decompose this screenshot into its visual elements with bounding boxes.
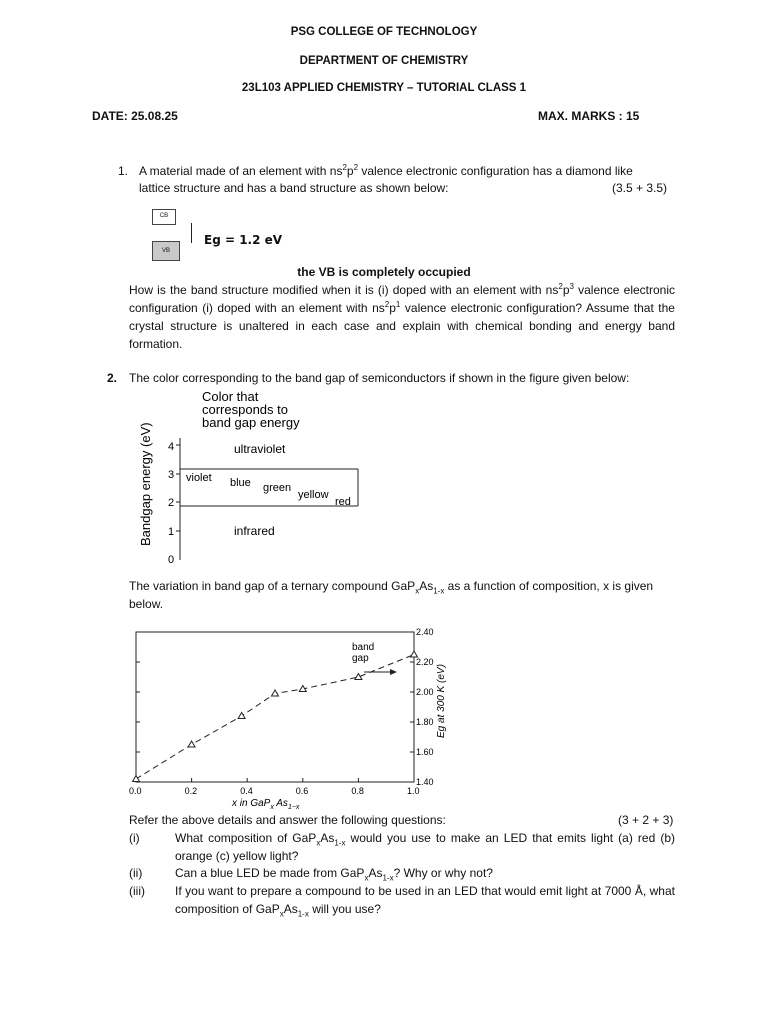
annotation-line1: band	[352, 642, 375, 653]
subq-iii-num: (iii)	[129, 884, 145, 898]
data-point	[238, 713, 245, 719]
x-tick-label: 0.8	[351, 786, 364, 796]
figure-ylabel: Bandgap energy (eV)	[138, 422, 153, 546]
bandgap-color-figure	[130, 388, 370, 566]
vb-box: VB	[152, 241, 180, 261]
annotation-line2: gap	[352, 653, 369, 664]
x-tick-label: 0.2	[184, 786, 198, 796]
q2-number: 2.	[107, 371, 118, 385]
y-tick-label: 1.80	[416, 717, 434, 727]
data-point	[133, 776, 140, 782]
q1-marks: (3.5 + 3.5)	[612, 181, 668, 195]
violet-label: violet	[186, 472, 212, 484]
x-axis-label: x in GaP$_x$ $As_{1-x}$	[232, 798, 300, 811]
data-point	[411, 651, 418, 657]
red-label: red	[335, 496, 351, 508]
q1-text: A material made of an element with $ns^2p^2$ valence electronic configuration has a diamond like	[139, 163, 633, 178]
tick-3: 3	[168, 469, 175, 481]
y-tick-label: 2.00	[416, 687, 434, 697]
subq-i-num: (i)	[129, 831, 140, 845]
y-tick-label: 1.40	[416, 777, 434, 787]
subq-i-text: What composition of $GaP_xAs_{1-x}$ would you use to make an LED that emits light (a) red (b) orange (c) yellow light?	[175, 831, 675, 863]
infrared-label: infrared	[234, 524, 275, 538]
date: DATE: 25.08.25	[92, 109, 178, 123]
refer-text: Refer the above details and answer the following questions:	[129, 813, 446, 827]
subq-ii-text: Can a blue LED be made from $GaP_xAs_{1-x}$? Why or why not?	[175, 866, 493, 883]
ultraviolet-label: ultraviolet	[234, 442, 286, 456]
figure-title-line2: corresponds to	[202, 402, 288, 417]
bandgap-series-line	[136, 655, 414, 780]
college-name: PSG COLLEGE OF TECHNOLOGY	[290, 26, 478, 38]
blue-label: blue	[230, 477, 251, 489]
y-tick-label: 2.20	[416, 657, 434, 667]
yellow-label: yellow	[298, 489, 329, 501]
course-title: 23L103 APPLIED CHEMISTRY – TUTORIAL CLASS 1	[241, 82, 527, 94]
q2-text: The color corresponding to the band gap of semiconductors if shown in the figure given below:	[129, 371, 630, 385]
eg-label: Eg = 1.2 eV	[204, 233, 283, 247]
variation-text: The variation in band gap of a ternary compound $GaP_xAs_{1-x}$ as a function of composition, x is given below.	[129, 579, 654, 611]
annotation-arrowhead	[390, 669, 397, 675]
q1-paragraph: How is the band structure modified when it is (i) doped with an element with $ns^2p^3$ valence electronic configuration (i) doped with an element with $ns^2p^1$ valence electronic configuration? Assume that the crystal structure is unaltered in each case and explain with chemical bonding and energy band formation.	[129, 282, 676, 351]
q1-text-line2: lattice structure and has a band structure as shown below:	[139, 181, 449, 195]
y-tick-label: 2.40	[416, 627, 434, 637]
green-label: green	[263, 482, 292, 494]
max-marks: MAX. MARKS : 15	[538, 109, 640, 123]
x-tick-label: 0.4	[240, 786, 253, 796]
figure-title-line3: band gap energy	[202, 415, 300, 430]
eg-composition-chart	[124, 626, 447, 812]
department-name: DEPARTMENT OF CHEMISTRY	[299, 55, 469, 67]
subq-iii-text: If you want to prepare a compound to be used in an LED that would emit light at 7000 Å, what composition of $GaP_xAs_{1-x}$ will you use?	[175, 884, 675, 919]
x-tick-label: 0.0	[129, 786, 142, 796]
gap-line	[191, 223, 192, 243]
x-tick-label: 1.0	[407, 786, 420, 796]
plot-frame	[136, 632, 414, 782]
data-point	[188, 741, 195, 747]
x-tick-label: 0.6	[295, 786, 309, 796]
vb-caption: the VB is completely occupied	[297, 265, 471, 279]
tick-2: 2	[168, 497, 175, 509]
tick-1: 1	[168, 526, 175, 538]
y-tick-label: 1.60	[416, 747, 434, 757]
tick-4: 4	[168, 441, 175, 453]
q1-number: 1.	[118, 164, 129, 178]
cb-box: CB	[152, 209, 176, 225]
tick-0: 0	[168, 554, 175, 566]
refer-marks: (3 + 2 + 3)	[618, 813, 674, 827]
y-axis-label: Eg at 300 K (eV)	[436, 664, 447, 738]
subq-ii-num: (ii)	[129, 866, 143, 880]
figure-title-line1: Color that	[202, 389, 259, 404]
